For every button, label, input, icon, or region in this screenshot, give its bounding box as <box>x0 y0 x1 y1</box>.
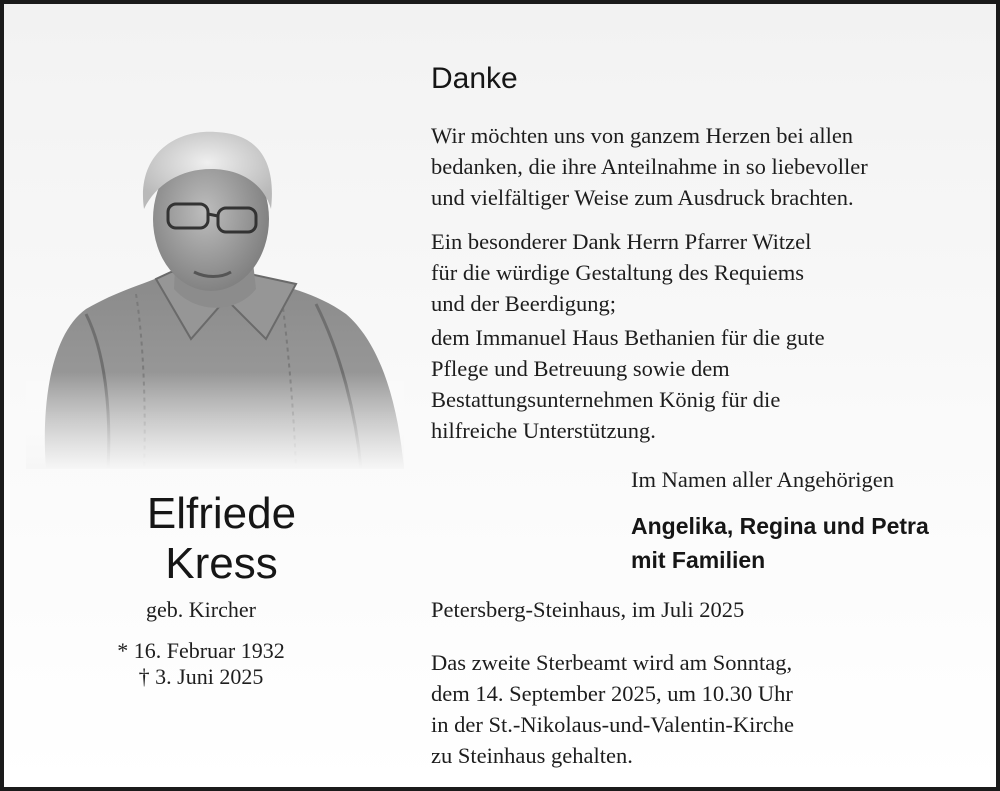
deceased-last-name: Kress <box>165 539 278 588</box>
maiden-name: geb. Kircher <box>146 597 256 622</box>
pastor-thanks-paragraph: Ein besonderer Dank Herrn Pfarrer Witzel für die würdige Gestaltung des Requiems und der Beerdigung; <box>431 229 812 316</box>
on-behalf-line: Im Namen aller Angehörigen <box>631 467 895 492</box>
service-announcement: Das zweite Sterbeamt wird am Sonntag, dem 14. September 2025, um 10.30 Uhr in der St.-Nikolaus-und-Valentin-Kirche zu Steinhaus gehalten. <box>431 650 795 768</box>
thanks-paragraph: Wir möchten uns von ganzem Herzen bei allen bedanken, die ihre Anteilnahme in so liebevoller und vielfältiger Weise zum Ausdruck brachten. <box>431 123 868 210</box>
deceased-first-name: Elfriede <box>146 489 297 538</box>
notice-title: Danke <box>431 62 518 95</box>
death-date: † 3. Juni 2025 <box>138 664 264 689</box>
place-date: Petersberg-Steinhaus, im Juli 2025 <box>431 597 745 622</box>
care-home-thanks-paragraph: dem Immanuel Haus Bethanien für die gute Pflege und Betreuung sowie dem Bestattungsunternehmen König für die hilfreiche Unterstützung. <box>431 325 825 443</box>
family-signature: Angelika, Regina und Petra mit Familien <box>631 513 929 573</box>
portrait-photo <box>26 124 404 469</box>
birth-date: * 16. Februar 1932 <box>117 638 285 663</box>
